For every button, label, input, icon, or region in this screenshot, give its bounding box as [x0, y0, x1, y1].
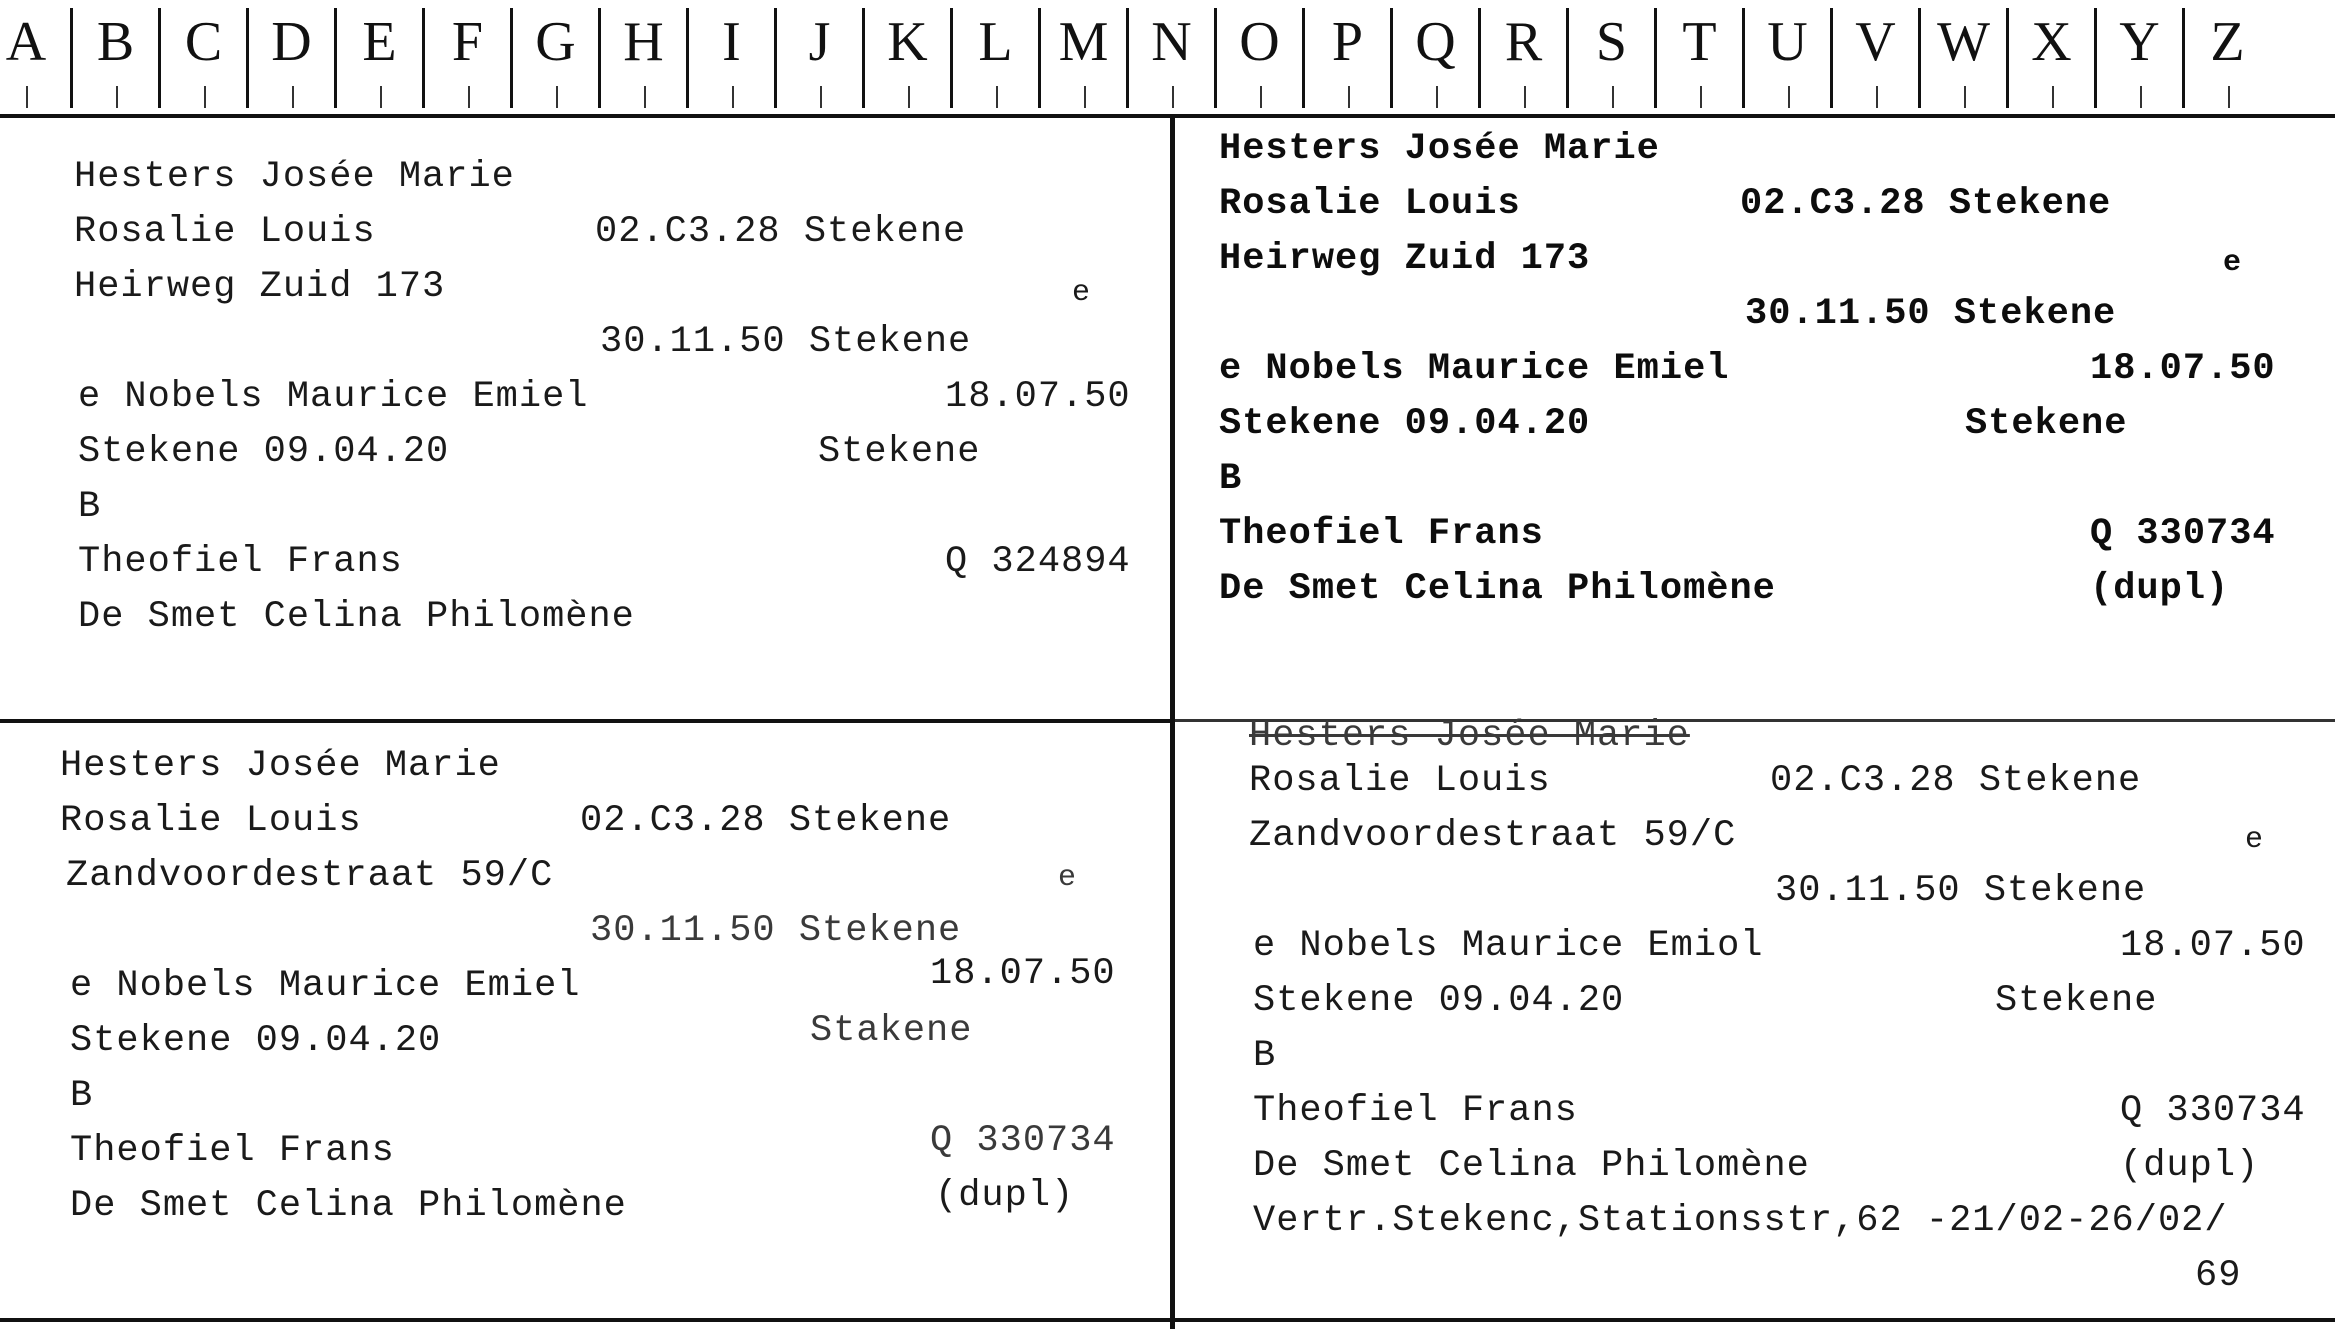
mark-e: e — [2245, 823, 2265, 857]
index-letter: P — [1302, 8, 1390, 108]
mark-e: e — [1072, 276, 1092, 310]
father-name: Theofiel Frans — [1253, 1090, 1578, 1132]
spouse-name: e Nobels Maurice Emiel — [1219, 348, 1730, 390]
index-letter: I — [686, 8, 774, 108]
record-number: Q 330734 — [2120, 1090, 2306, 1132]
birth-date-place: 02.C3.28 Stekene — [1770, 760, 2142, 802]
record-card-top-left — [0, 118, 1170, 718]
card-divider-bottom — [0, 1318, 2335, 1322]
index-letter: R — [1478, 8, 1566, 108]
address: Heirweg Zuid 173 — [1219, 238, 1591, 280]
index-letter: V — [1830, 8, 1918, 108]
father-name: Theofiel Frans — [78, 541, 403, 583]
index-letter: M — [1038, 8, 1126, 108]
code-letter: B — [1253, 1035, 1277, 1077]
spouse-birth: Stekene 09.04.20 — [78, 431, 450, 473]
duplicate-label: (dupl) — [2090, 568, 2230, 610]
index-letter: T — [1654, 8, 1742, 108]
code-letter: B — [78, 486, 102, 528]
marriage-place: Stakene — [810, 1010, 973, 1052]
record-number: Q 330734 — [930, 1120, 1116, 1162]
index-letter: W — [1918, 8, 2006, 108]
index-letter: U — [1742, 8, 1830, 108]
mother-name: De Smet Celina Philomène — [78, 596, 635, 638]
index-letter: Q — [1390, 8, 1478, 108]
name-line-1: Hesters Josée Marie — [1219, 128, 1660, 170]
date-place-2: 30.11.50 Stekene — [600, 321, 972, 363]
address: Heirweg Zuid 173 — [74, 266, 446, 308]
marriage-date: 18.07.50 — [930, 953, 1116, 995]
father-name: Theofiel Frans — [1219, 513, 1544, 555]
index-letter: K — [862, 8, 950, 108]
index-letter: L — [950, 8, 1038, 108]
record-card-bottom-right — [1175, 715, 2335, 1318]
index-letter: S — [1566, 8, 1654, 108]
mother-name: De Smet Celina Philomène — [1253, 1145, 1810, 1187]
date-place-2: 30.11.50 Stekene — [590, 910, 962, 952]
mother-name: De Smet Celina Philomène — [70, 1185, 627, 1227]
index-letter: A — [0, 8, 70, 108]
mother-name: De Smet Celina Philomène — [1219, 568, 1776, 610]
code-letter: B — [70, 1075, 94, 1117]
spouse-name: e Nobels Maurice Emiol — [1253, 925, 1764, 967]
marriage-place: Stekene — [818, 431, 981, 473]
duplicate-label: (dupl) — [935, 1175, 1075, 1217]
index-letter: H — [598, 8, 686, 108]
record-card-bottom-left — [0, 723, 1170, 1318]
spouse-name: e Nobels Maurice Emiel — [70, 965, 581, 1007]
duplicate-label: (dupl) — [2120, 1145, 2260, 1187]
name-line-2: Rosalie Louis — [60, 800, 362, 842]
name-line-2: Rosalie Louis — [1249, 760, 1551, 802]
index-letter: J — [774, 8, 862, 108]
record-number: Q 330734 — [2090, 513, 2276, 555]
spouse-birth: Stekene 09.04.20 — [70, 1020, 442, 1062]
spouse-name: e Nobels Maurice Emiel — [78, 376, 589, 418]
marriage-date: 18.07.50 — [2090, 348, 2276, 390]
name-line-2: Rosalie Louis — [1219, 183, 1521, 225]
father-name: Theofiel Frans — [70, 1130, 395, 1172]
record-number: Q 324894 — [945, 541, 1131, 583]
code-letter: B — [1219, 458, 1243, 500]
date-place-2: 30.11.50 Stekene — [1745, 293, 2117, 335]
name-line-1: Hesters Josée Marie — [60, 745, 501, 787]
address: Zandvoordestraat 59/C — [1249, 815, 1737, 857]
marriage-place: Stekene — [1965, 403, 2128, 445]
marriage-place: Stekene — [1995, 980, 2158, 1022]
birth-date-place: 02.C3.28 Stekene — [580, 800, 952, 842]
mark-e: e — [2223, 246, 2243, 280]
name-line-1: Hesters Josée Marie — [1249, 715, 1690, 757]
index-letter: F — [422, 8, 510, 108]
record-card-top-right — [1175, 118, 2335, 718]
departure-note: Vertr.Stekenc,Stationsstr,62 -21/02-26/02/ — [1253, 1200, 2228, 1242]
birth-date-place: 02.C3.28 Stekene — [1740, 183, 2112, 225]
name-line-2: Rosalie Louis — [74, 211, 376, 253]
address: Zandvoordestraat 59/C — [66, 855, 554, 897]
date-place-2: 30.11.50 Stekene — [1775, 870, 2147, 912]
marriage-date: 18.07.50 — [2120, 925, 2306, 967]
index-letter: X — [2006, 8, 2094, 108]
birth-date-place: 02.C3.28 Stekene — [595, 211, 967, 253]
index-letter: Y — [2094, 8, 2182, 108]
name-line-1: Hesters Josée Marie — [74, 156, 515, 198]
spouse-birth: Stekene 09.04.20 — [1219, 403, 1591, 445]
index-letter: G — [510, 8, 598, 108]
index-letter: D — [246, 8, 334, 108]
index-letter: O — [1214, 8, 1302, 108]
index-letter: Z — [2182, 8, 2270, 108]
marriage-date: 18.07.50 — [945, 376, 1131, 418]
departure-note-end: 69 — [2195, 1255, 2242, 1297]
mark-e: e — [1058, 861, 1078, 895]
index-letter: B — [70, 8, 158, 108]
index-letter: E — [334, 8, 422, 108]
spouse-birth: Stekene 09.04.20 — [1253, 980, 1625, 1022]
alphabet-index-strip — [0, 0, 2335, 118]
index-letter: C — [158, 8, 246, 108]
index-letter: N — [1126, 8, 1214, 108]
